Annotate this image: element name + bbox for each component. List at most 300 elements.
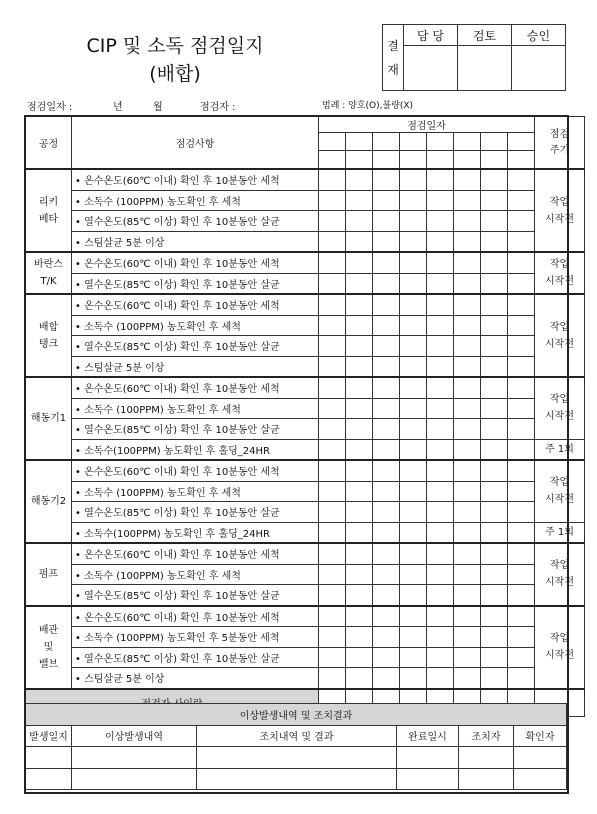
check-cell[interactable]	[319, 190, 346, 211]
check-cell[interactable]	[454, 211, 481, 232]
check-item: • 온수온도(60℃ 이내) 확인 후 10분동안 세척	[72, 460, 319, 481]
check-cell[interactable]	[400, 606, 427, 627]
check-cell[interactable]	[454, 543, 481, 564]
check-cell[interactable]	[508, 668, 535, 689]
date-cell[interactable]	[346, 133, 373, 151]
check-cell[interactable]	[427, 502, 454, 523]
check-cell[interactable]	[454, 668, 481, 689]
inspection-table	[25, 116, 585, 717]
check-cell[interactable]	[400, 190, 427, 211]
check-item: • 소독수(100PPM) 농도확인 후 홀딩_24HR	[72, 522, 319, 543]
check-cell[interactable]	[481, 190, 508, 211]
check-cell[interactable]	[400, 502, 427, 523]
check-cell[interactable]	[481, 336, 508, 357]
check-cell[interactable]	[319, 231, 346, 252]
check-cell[interactable]	[454, 315, 481, 336]
check-cell[interactable]	[508, 356, 535, 377]
table-row	[26, 356, 585, 377]
check-cell[interactable]	[481, 419, 508, 440]
check-cell[interactable]	[346, 481, 373, 502]
check-cell[interactable]	[346, 356, 373, 377]
check-cell[interactable]	[400, 211, 427, 232]
check-cell[interactable]	[454, 398, 481, 419]
check-cell[interactable]	[319, 627, 346, 648]
check-cell[interactable]	[319, 252, 346, 273]
check-cell[interactable]	[373, 439, 400, 460]
check-cell[interactable]	[400, 315, 427, 336]
check-cell[interactable]	[481, 356, 508, 377]
date-cell[interactable]	[373, 151, 400, 170]
check-cell[interactable]	[373, 377, 400, 398]
check-item: • 열수온도(85℃ 이상) 확인 후 10분동안 살균	[72, 336, 319, 357]
check-cell[interactable]	[319, 315, 346, 336]
check-cell[interactable]	[346, 585, 373, 606]
check-cell[interactable]	[508, 543, 535, 564]
check-cell[interactable]	[400, 294, 427, 315]
abnormal-header-issue: 이상발생내역	[72, 725, 197, 747]
check-cell[interactable]	[346, 543, 373, 564]
check-cell[interactable]	[319, 481, 346, 502]
check-cell[interactable]	[508, 502, 535, 523]
check-cell[interactable]	[454, 585, 481, 606]
check-cell[interactable]	[508, 647, 535, 668]
check-cell[interactable]	[508, 231, 535, 252]
abnormal-cell[interactable]	[26, 768, 72, 790]
check-cell[interactable]	[454, 460, 481, 481]
process-name: 배관 및 밸브	[26, 606, 72, 689]
check-item: • 열수온도(85℃ 이상) 확인 후 10분동안 살균	[72, 419, 319, 440]
abnormal-cell[interactable]	[197, 768, 397, 790]
check-cell[interactable]	[508, 273, 535, 294]
check-cell[interactable]	[400, 647, 427, 668]
check-item: • 온수온도(60℃ 이내) 확인 후 10분동안 세척	[72, 377, 319, 398]
cycle-cell: 작업 시작전	[535, 294, 585, 377]
check-cell[interactable]	[400, 585, 427, 606]
check-cell[interactable]	[373, 460, 400, 481]
check-item: • 온수온도(60℃ 이내) 확인 후 10분동안 세척	[72, 294, 319, 315]
check-cell[interactable]	[319, 398, 346, 419]
check-cell[interactable]	[400, 543, 427, 564]
check-cell[interactable]	[481, 606, 508, 627]
check-cell[interactable]	[427, 231, 454, 252]
process-name: 펌프	[26, 543, 72, 606]
check-item: • 소독수(100PPM) 농도확인 후 홀딩_24HR	[72, 439, 319, 460]
check-cell[interactable]	[427, 398, 454, 419]
check-cell[interactable]	[481, 502, 508, 523]
check-cell[interactable]	[454, 252, 481, 273]
check-cell[interactable]	[346, 169, 373, 190]
check-cell[interactable]	[481, 543, 508, 564]
check-cell[interactable]	[454, 377, 481, 398]
abnormal-cell[interactable]	[397, 768, 459, 790]
check-cell[interactable]	[427, 481, 454, 502]
check-cell[interactable]	[508, 419, 535, 440]
check-cell[interactable]	[319, 294, 346, 315]
check-cell[interactable]	[481, 460, 508, 481]
check-cell[interactable]	[508, 169, 535, 190]
table-row	[26, 190, 585, 211]
check-cell[interactable]	[373, 273, 400, 294]
table-row	[26, 481, 585, 502]
check-cell[interactable]	[454, 606, 481, 627]
check-cell[interactable]	[319, 522, 346, 543]
check-cell[interactable]	[373, 336, 400, 357]
check-cell[interactable]	[427, 273, 454, 294]
check-cell[interactable]	[481, 231, 508, 252]
check-cell[interactable]	[400, 439, 427, 460]
check-cell[interactable]	[373, 356, 400, 377]
check-cell[interactable]	[400, 377, 427, 398]
check-cell[interactable]	[319, 356, 346, 377]
check-cell[interactable]	[481, 211, 508, 232]
check-cell[interactable]	[454, 564, 481, 585]
table-row	[26, 398, 585, 419]
abnormal-title: 이상발생내역 및 조치결과	[26, 704, 567, 726]
check-cell[interactable]	[319, 647, 346, 668]
check-item: • 열수온도(85℃ 이상) 확인 후 10분동안 살균	[72, 273, 319, 294]
table-row	[26, 211, 585, 232]
check-cell[interactable]	[319, 543, 346, 564]
check-cell[interactable]	[508, 481, 535, 502]
check-cell[interactable]	[508, 336, 535, 357]
check-cell[interactable]	[400, 169, 427, 190]
check-cell[interactable]	[481, 315, 508, 336]
title-line-2: (배합)	[149, 63, 201, 85]
check-cell[interactable]	[346, 522, 373, 543]
check-cell[interactable]	[508, 211, 535, 232]
check-cell[interactable]	[400, 231, 427, 252]
date-cell[interactable]	[454, 151, 481, 170]
check-cell[interactable]	[373, 169, 400, 190]
table-row	[26, 460, 585, 481]
date-cell[interactable]	[346, 151, 373, 170]
check-item: • 소독수 (100PPM) 농도확인 후 세척	[72, 481, 319, 502]
cycle-cell: 주 1회	[535, 522, 585, 543]
check-cell[interactable]	[319, 585, 346, 606]
cycle-cell: 작업 시작전	[535, 543, 585, 606]
cycle-cell: 작업 시작전	[535, 377, 585, 439]
check-cell[interactable]	[454, 190, 481, 211]
table-row	[26, 252, 585, 273]
check-cell[interactable]	[427, 460, 454, 481]
check-cell[interactable]	[346, 627, 373, 648]
date-cell[interactable]	[400, 151, 427, 170]
check-cell[interactable]	[427, 190, 454, 211]
check-cell[interactable]	[427, 419, 454, 440]
approval-header-approve: 승인	[512, 25, 566, 46]
check-cell[interactable]	[400, 252, 427, 273]
check-cell[interactable]	[373, 502, 400, 523]
check-cell[interactable]	[373, 398, 400, 419]
check-cell[interactable]	[373, 585, 400, 606]
check-cell[interactable]	[481, 585, 508, 606]
header-cycle: 점검 주기	[535, 117, 585, 170]
cycle-cell: 작업 시작전	[535, 606, 585, 689]
check-cell[interactable]	[346, 419, 373, 440]
check-cell[interactable]	[346, 502, 373, 523]
check-cell[interactable]	[508, 564, 535, 585]
check-cell[interactable]	[427, 315, 454, 336]
check-cell[interactable]	[400, 419, 427, 440]
check-cell[interactable]	[508, 606, 535, 627]
check-cell[interactable]	[454, 522, 481, 543]
table-row	[26, 294, 585, 315]
check-cell[interactable]	[373, 419, 400, 440]
check-cell[interactable]	[373, 647, 400, 668]
check-cell[interactable]	[319, 460, 346, 481]
check-cell[interactable]	[373, 294, 400, 315]
check-cell[interactable]	[427, 294, 454, 315]
approval-header-review: 검토	[458, 25, 512, 46]
check-cell[interactable]	[319, 336, 346, 357]
approval-sign-review[interactable]	[458, 46, 512, 91]
check-cell[interactable]	[427, 606, 454, 627]
check-cell[interactable]	[427, 439, 454, 460]
check-cell[interactable]	[373, 190, 400, 211]
check-cell[interactable]	[319, 668, 346, 689]
check-item: • 열수온도(85℃ 이상) 확인 후 10분동안 살균	[72, 585, 319, 606]
check-cell[interactable]	[454, 502, 481, 523]
check-cell[interactable]	[400, 460, 427, 481]
table-row	[26, 273, 585, 294]
check-cell[interactable]	[346, 564, 373, 585]
check-cell[interactable]	[373, 481, 400, 502]
check-cell[interactable]	[481, 668, 508, 689]
check-cell[interactable]	[454, 439, 481, 460]
check-cell[interactable]	[346, 647, 373, 668]
check-item: • 온수온도(60℃ 이내) 확인 후 10분동안 세척	[72, 543, 319, 564]
table-row	[26, 439, 585, 460]
check-cell[interactable]	[400, 398, 427, 419]
check-cell[interactable]	[427, 211, 454, 232]
check-cell[interactable]	[481, 398, 508, 419]
date-cell[interactable]	[508, 133, 535, 151]
check-cell[interactable]	[400, 627, 427, 648]
check-cell[interactable]	[481, 522, 508, 543]
check-cell[interactable]	[400, 336, 427, 357]
check-cell[interactable]	[481, 647, 508, 668]
table-row	[26, 668, 585, 689]
check-cell[interactable]	[427, 356, 454, 377]
check-cell[interactable]	[319, 377, 346, 398]
check-cell[interactable]	[319, 502, 346, 523]
date-cell[interactable]	[454, 133, 481, 151]
check-cell[interactable]	[319, 439, 346, 460]
check-cell[interactable]	[427, 252, 454, 273]
check-cell[interactable]	[481, 439, 508, 460]
date-cell[interactable]	[400, 133, 427, 151]
date-cell[interactable]	[427, 133, 454, 151]
check-cell[interactable]	[373, 231, 400, 252]
check-item: • 소독수 (100PPM) 농도확인 후 5분동안 세척	[72, 627, 319, 648]
check-cell[interactable]	[319, 169, 346, 190]
check-cell[interactable]	[481, 564, 508, 585]
check-cell[interactable]	[454, 481, 481, 502]
check-cell[interactable]	[427, 377, 454, 398]
table-row	[26, 231, 585, 252]
check-cell[interactable]	[373, 543, 400, 564]
date-cell[interactable]	[481, 151, 508, 170]
check-cell[interactable]	[346, 460, 373, 481]
table-row	[26, 502, 585, 523]
check-item: • 스팀살균 5분 이상	[72, 668, 319, 689]
check-cell[interactable]	[346, 336, 373, 357]
check-cell[interactable]	[454, 273, 481, 294]
date-cell[interactable]	[319, 133, 346, 151]
check-cell[interactable]	[508, 439, 535, 460]
check-cell[interactable]	[346, 294, 373, 315]
abnormal-cell[interactable]	[397, 747, 459, 769]
check-cell[interactable]	[454, 627, 481, 648]
check-cell[interactable]	[481, 377, 508, 398]
approval-sign-charge[interactable]	[404, 46, 458, 91]
check-cell[interactable]	[373, 564, 400, 585]
check-cell[interactable]	[508, 627, 535, 648]
check-cell[interactable]	[319, 273, 346, 294]
check-cell[interactable]	[481, 294, 508, 315]
abnormal-cell[interactable]	[459, 768, 514, 790]
check-cell[interactable]	[400, 564, 427, 585]
check-cell[interactable]	[373, 606, 400, 627]
abnormal-header-done: 완료일시	[397, 725, 459, 747]
cycle-cell: 작업 시작전	[535, 169, 585, 252]
cycle-cell: 주 1회	[535, 439, 585, 460]
check-cell[interactable]	[346, 398, 373, 419]
check-cell[interactable]	[373, 627, 400, 648]
check-cell[interactable]	[346, 668, 373, 689]
table-row	[26, 564, 585, 585]
check-item: • 소독수 (100PPM) 농도확인 후 세척	[72, 315, 319, 336]
check-cell[interactable]	[373, 211, 400, 232]
table-row	[26, 647, 585, 668]
check-cell[interactable]	[346, 606, 373, 627]
check-cell[interactable]	[427, 647, 454, 668]
check-cell[interactable]	[427, 627, 454, 648]
check-item: • 온수온도(60℃ 이내) 확인 후 10분동안 세척	[72, 606, 319, 627]
check-cell[interactable]	[454, 336, 481, 357]
check-cell[interactable]	[427, 564, 454, 585]
check-cell[interactable]	[508, 294, 535, 315]
check-cell[interactable]	[400, 356, 427, 377]
check-cell[interactable]	[427, 543, 454, 564]
abnormal-header-actor: 조치자	[459, 725, 514, 747]
check-cell[interactable]	[427, 336, 454, 357]
check-cell[interactable]	[400, 668, 427, 689]
abnormal-cell[interactable]	[514, 747, 567, 769]
table-row	[26, 315, 585, 336]
date-cell[interactable]	[481, 133, 508, 151]
abnormal-cell[interactable]	[72, 768, 197, 790]
date-cell[interactable]	[373, 133, 400, 151]
check-cell[interactable]	[454, 647, 481, 668]
table-row	[26, 419, 585, 440]
check-item: • 열수온도(85℃ 이상) 확인 후 10분동안 살균	[72, 647, 319, 668]
abnormal-cell[interactable]	[197, 747, 397, 769]
abnormal-cell[interactable]	[26, 747, 72, 769]
check-cell[interactable]	[373, 252, 400, 273]
title-line-1: CIP 및 소독 점검일지	[86, 35, 264, 57]
check-cell[interactable]	[319, 564, 346, 585]
check-cell[interactable]	[508, 315, 535, 336]
check-cell[interactable]	[427, 668, 454, 689]
check-cell[interactable]	[346, 377, 373, 398]
month-label: 월	[153, 102, 163, 113]
check-cell[interactable]	[346, 190, 373, 211]
abnormal-header-confirm: 확인자	[514, 725, 567, 747]
abnormal-cell[interactable]	[72, 747, 197, 769]
check-cell[interactable]	[346, 211, 373, 232]
table-row	[26, 377, 585, 398]
check-cell[interactable]	[346, 231, 373, 252]
check-cell[interactable]	[481, 169, 508, 190]
check-cell[interactable]	[373, 668, 400, 689]
check-cell[interactable]	[427, 169, 454, 190]
abnormal-cell[interactable]	[514, 768, 567, 790]
check-cell[interactable]	[319, 606, 346, 627]
check-cell[interactable]	[508, 460, 535, 481]
check-cell[interactable]	[373, 315, 400, 336]
check-cell[interactable]	[454, 356, 481, 377]
check-cell[interactable]	[454, 419, 481, 440]
abnormal-header-date: 발생일지	[26, 725, 72, 747]
check-item: • 소독수 (100PPM) 농도확인 후 세척	[72, 190, 319, 211]
check-cell[interactable]	[508, 522, 535, 543]
date-cell[interactable]	[427, 151, 454, 170]
process-name: 배합 탱크	[26, 294, 72, 377]
check-cell[interactable]	[508, 190, 535, 211]
check-cell[interactable]	[427, 585, 454, 606]
process-name: 바란스 T/K	[26, 252, 72, 294]
check-cell[interactable]	[346, 439, 373, 460]
check-cell[interactable]	[373, 522, 400, 543]
check-item: • 스팀살균 5분 이상	[72, 231, 319, 252]
check-cell[interactable]	[508, 585, 535, 606]
header-items: 점검사항	[72, 117, 319, 170]
date-cell[interactable]	[508, 151, 535, 170]
abnormal-table	[25, 703, 567, 790]
approval-box	[382, 24, 566, 91]
check-cell[interactable]	[400, 522, 427, 543]
check-cell[interactable]	[319, 419, 346, 440]
check-cell[interactable]	[319, 211, 346, 232]
check-cell[interactable]	[400, 273, 427, 294]
check-cell[interactable]	[481, 252, 508, 273]
process-name: 리키 베타	[26, 169, 72, 252]
table-row	[26, 585, 585, 606]
year-label: 년	[113, 102, 123, 113]
date-cell[interactable]	[319, 151, 346, 170]
check-cell[interactable]	[481, 481, 508, 502]
check-cell[interactable]	[454, 169, 481, 190]
check-cell[interactable]	[481, 273, 508, 294]
check-cell[interactable]	[481, 627, 508, 648]
check-cell[interactable]	[508, 252, 535, 273]
check-cell[interactable]	[454, 294, 481, 315]
check-cell[interactable]	[427, 522, 454, 543]
approval-side-label: 결 재	[383, 25, 404, 91]
abnormal-cell[interactable]	[459, 747, 514, 769]
check-item: • 소독수 (100PPM) 농도확인 후 세척	[72, 564, 319, 585]
check-cell[interactable]	[508, 377, 535, 398]
check-cell[interactable]	[400, 481, 427, 502]
check-cell[interactable]	[346, 315, 373, 336]
header-row	[26, 117, 585, 133]
check-cell[interactable]	[508, 398, 535, 419]
check-cell[interactable]	[346, 252, 373, 273]
check-cell[interactable]	[346, 273, 373, 294]
check-cell[interactable]	[454, 231, 481, 252]
approval-sign-approve[interactable]	[512, 46, 566, 91]
